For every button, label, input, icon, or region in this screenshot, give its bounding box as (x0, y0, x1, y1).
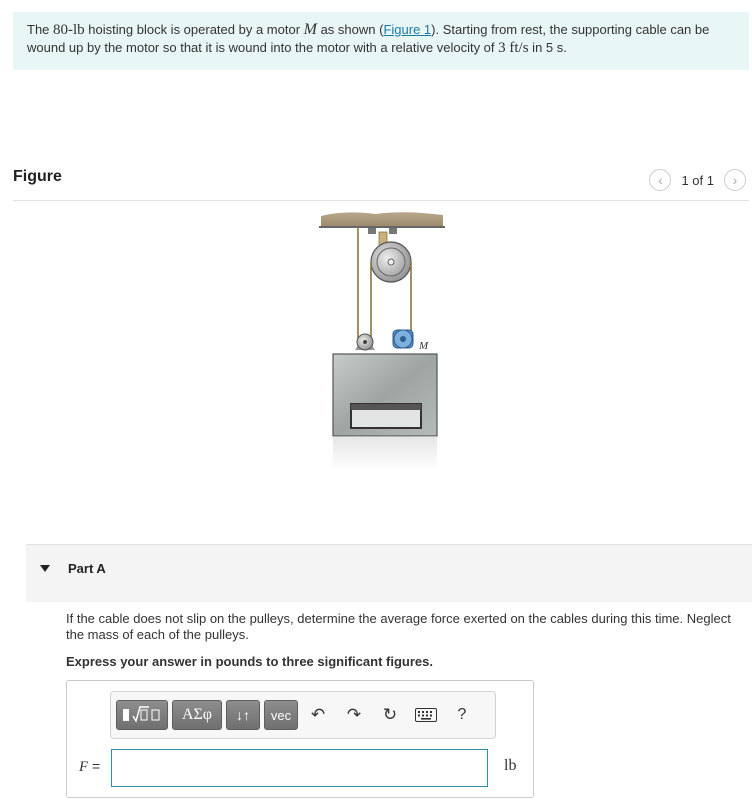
variable-label (79, 758, 100, 776)
caret-down-icon[interactable] (40, 565, 50, 572)
top-pulley (371, 242, 411, 282)
chevron-right-icon[interactable]: › (724, 169, 746, 191)
reset-icon[interactable]: ↻ (382, 705, 398, 724)
weight-value: 80-lb (53, 22, 85, 38)
vector-button[interactable]: vec (264, 700, 298, 730)
velocity-value: 3 ft/s (498, 40, 529, 56)
templates-icon (121, 705, 163, 725)
figure-pager (649, 168, 746, 192)
arrows-button[interactable]: ↓↑ (226, 700, 260, 730)
undo-icon[interactable]: ↶ (310, 705, 326, 724)
motor-label: M (419, 340, 429, 352)
problem-statement (13, 12, 749, 70)
hoist-diagram (315, 208, 450, 476)
problem-text: hoisting block is operated by a motor (84, 22, 304, 37)
part-label: Part A (68, 561, 106, 576)
unit-label: lb (504, 757, 517, 774)
question-text: If the cable does not slip on the pulleys, determine the average force exerted on the cables during this time. Neglect the mass of each of the pulleys. (66, 611, 731, 642)
figure-link[interactable]: Figure 1 (383, 22, 432, 37)
greek-button[interactable]: ΑΣφ (172, 700, 222, 730)
math-toolbar (110, 691, 496, 739)
figure-title: Figure (13, 168, 62, 185)
divider (13, 200, 749, 201)
keyboard-icon (415, 708, 437, 722)
keyboard-icon[interactable] (410, 700, 442, 730)
problem-text: The (27, 22, 54, 37)
variable-symbol: F (79, 759, 89, 775)
chevron-left-icon[interactable]: ‹ (649, 169, 671, 191)
problem-text: as shown ( (316, 22, 384, 37)
block (333, 354, 437, 470)
equals-sign: = (88, 758, 101, 774)
templates-icon[interactable] (116, 700, 168, 730)
answer-input[interactable] (111, 749, 488, 787)
motor-symbol: M (303, 21, 317, 38)
answer-box (66, 680, 534, 798)
problem-text: ). Starting from rest, the supporting cable can be wound up by the motor so that it is wound into the motor with a relative velocity of (27, 22, 710, 55)
motor (393, 330, 429, 352)
redo-icon[interactable]: ↷ (346, 705, 362, 724)
problem-text: in 5 s. (528, 40, 567, 55)
part-a-header[interactable] (26, 544, 752, 602)
help-icon[interactable]: ? (457, 706, 467, 723)
ceiling (319, 212, 445, 227)
instruction-text: Express your answer in pounds to three significant figures. (66, 654, 433, 669)
pager-text: 1 of 1 (681, 172, 714, 188)
